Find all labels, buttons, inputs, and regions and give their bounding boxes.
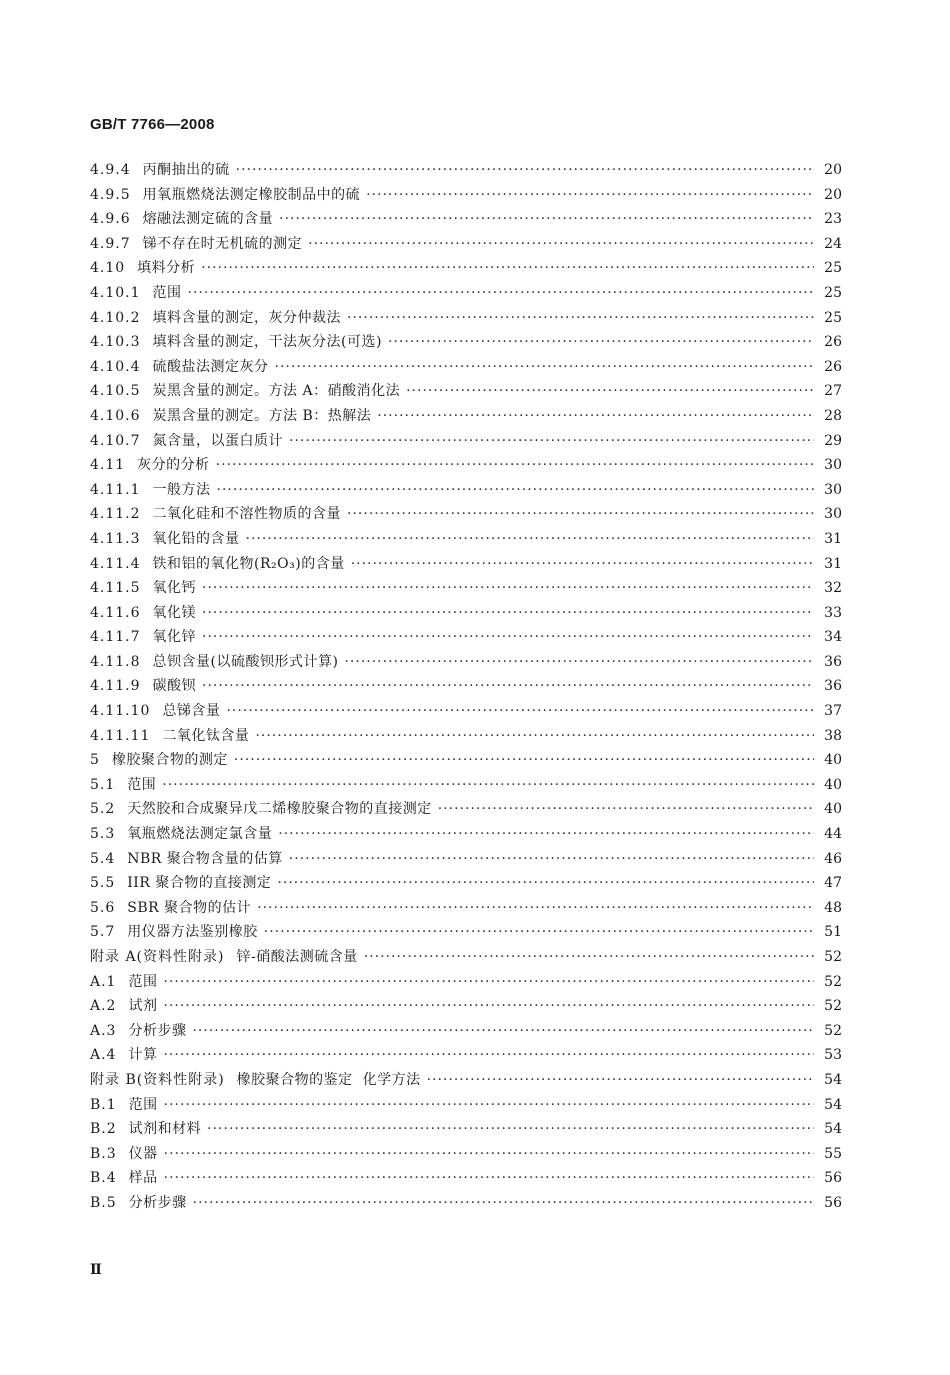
- toc-leader-dots: [207, 1117, 814, 1142]
- toc-entry-title: 计算: [128, 1047, 158, 1064]
- toc-entry-title: 样品: [128, 1170, 158, 1187]
- toc-entry-title: 碳酸钡: [152, 678, 197, 695]
- toc-entry-page: 47: [824, 875, 842, 892]
- toc-leader-dots: [308, 232, 814, 257]
- toc-entry-number: 4.10.5: [90, 383, 141, 400]
- toc-leader-dots: [275, 355, 814, 380]
- toc-entry-title: 橡胶聚合物的鉴定 化学方法: [236, 1071, 421, 1088]
- toc-entry-page: 24: [824, 235, 842, 252]
- toc-entry-title: 硫酸盐法测定灰分: [152, 358, 269, 375]
- toc-entry-number: A.3: [90, 1022, 117, 1039]
- toc-leader-dots: [234, 748, 814, 773]
- toc-entry-page: 37: [824, 703, 842, 720]
- toc-entry-page: 52: [824, 998, 842, 1015]
- toc-leader-dots: [202, 674, 814, 699]
- toc-entry-title: 灰分的分析: [137, 457, 210, 474]
- toc-entry-page: 55: [824, 1145, 842, 1162]
- toc-entry-number: 4.10.4: [90, 358, 141, 375]
- toc-entry-number: 4.10.3: [90, 334, 141, 351]
- toc-entry-title: 丙酮抽出的硫: [142, 162, 230, 178]
- toc-entry-number: B.2: [90, 1121, 117, 1138]
- toc-entry[interactable]: [90, 1093, 842, 1118]
- toc-entry-title: 总锑含量: [162, 703, 221, 720]
- toc-leader-dots: [217, 478, 814, 503]
- toc-leader-dots: [163, 970, 814, 995]
- toc-entry[interactable]: [90, 822, 842, 847]
- toc-entry-page: 40: [824, 801, 842, 818]
- toc-entry[interactable]: [90, 773, 842, 798]
- toc-entry[interactable]: [90, 183, 842, 208]
- toc-entry-number: 4.10.6: [90, 407, 141, 424]
- toc-entry-number: 4.11.5: [90, 580, 141, 597]
- toc-entry[interactable]: [90, 797, 842, 822]
- toc-entry[interactable]: [90, 355, 842, 380]
- toc-entry-number: 4.11.9: [90, 678, 141, 695]
- toc-entry-title: 总钡含量(以硫酸钡形式计算): [152, 653, 339, 670]
- toc-entry-title: 锑不存在时无机硫的测定: [142, 235, 303, 252]
- toc-entry[interactable]: [90, 1019, 842, 1044]
- toc-entry-page: 54: [824, 1071, 842, 1088]
- toc-entry-title: IIR 聚合物的直接测定: [127, 875, 272, 892]
- toc-leader-dots: [377, 404, 814, 429]
- toc-entry-page: 36: [824, 678, 842, 695]
- toc-entry-page: 40: [824, 752, 842, 769]
- toc-entry-number: 4.9.4: [90, 162, 131, 178]
- toc-entry-page: 32: [824, 580, 842, 597]
- toc-entry-title: 用氧瓶燃烧法测定橡胶制品中的硫: [142, 186, 361, 203]
- toc-entry-page: 25: [824, 309, 842, 326]
- toc-entry-page: 26: [824, 358, 842, 375]
- toc-leader-dots: [236, 158, 814, 183]
- toc-entry-number: 5.3: [90, 826, 116, 843]
- toc-entry[interactable]: [90, 1191, 842, 1216]
- toc-entry[interactable]: [90, 1142, 842, 1167]
- toc-leader-dots: [202, 576, 814, 601]
- toc-entry-number: 4.10.1: [90, 284, 141, 301]
- page-number-footer: Ⅱ: [90, 1262, 102, 1278]
- toc-leader-dots: [344, 650, 814, 675]
- toc-leader-dots: [255, 724, 814, 749]
- toc-leader-dots: [289, 847, 814, 872]
- toc-entry-number: 4.9.5: [90, 186, 131, 203]
- toc-entry[interactable]: [90, 1068, 842, 1093]
- toc-entry[interactable]: [90, 896, 842, 921]
- toc-entry-number: 5.1: [90, 776, 116, 793]
- toc-entry-number: 4.11.11: [90, 727, 151, 744]
- toc-entry-page: 34: [824, 629, 842, 646]
- toc-entry-number: B.5: [90, 1194, 117, 1211]
- toc-entry-title: 氧化锌: [152, 629, 197, 646]
- toc-entry-title: 填料含量的测定，灰分仲裁法: [152, 309, 342, 326]
- toc-entry[interactable]: [90, 601, 842, 626]
- toc-entry-number: 4.10: [90, 260, 126, 277]
- toc-leader-dots: [163, 1043, 814, 1068]
- toc-entry[interactable]: [90, 429, 842, 454]
- toc-leader-dots: [202, 601, 814, 626]
- toc-entry-title: 试剂和材料: [128, 1121, 202, 1138]
- toc-entry[interactable]: [90, 379, 842, 404]
- toc-entry-title: 范围: [152, 284, 182, 301]
- toc-leader-dots: [201, 256, 814, 281]
- toc-entry-page: 20: [824, 186, 842, 203]
- toc-entry-title: 橡胶聚合物的测定: [111, 752, 228, 769]
- toc-entry-title: 填料含量的测定，干法灰分法(可选): [152, 334, 382, 351]
- toc-entry-number: 4.9.7: [90, 235, 131, 252]
- toc-entry-page: 33: [824, 604, 842, 621]
- toc-leader-dots: [279, 207, 814, 232]
- toc-entry-number: 4.11.4: [90, 555, 141, 572]
- toc-entry-title: 氧瓶燃烧法测定氯含量: [127, 826, 273, 843]
- toc-entry-number: 5: [90, 752, 100, 769]
- toc-entry-number: 4.11.6: [90, 604, 141, 621]
- toc-entry-number: 5.6: [90, 899, 116, 916]
- toc-leader-dots: [278, 822, 814, 847]
- toc-entry[interactable]: [90, 527, 842, 552]
- toc-leader-dots: [162, 773, 814, 798]
- toc-entry[interactable]: [90, 920, 842, 945]
- toc-entry-page: 28: [824, 407, 842, 424]
- toc-entry-page: 52: [824, 973, 842, 990]
- toc-entry[interactable]: [90, 158, 842, 183]
- toc-entry[interactable]: [90, 625, 842, 650]
- toc-entry[interactable]: [90, 1043, 842, 1068]
- toc-entry-title: 二氧化硅和不溶性物质的含量: [152, 506, 342, 523]
- toc-entry-number: 4.11.10: [90, 703, 151, 720]
- toc-entry[interactable]: [90, 1166, 842, 1191]
- toc-entry-page: 51: [824, 924, 842, 941]
- toc-leader-dots: [164, 1166, 814, 1191]
- toc-entry[interactable]: [90, 748, 842, 773]
- toc-entry-number: B.4: [90, 1170, 117, 1187]
- toc-entry-number: 4.11.8: [90, 653, 141, 670]
- toc-leader-dots: [427, 1068, 814, 1093]
- toc-entry-title: 试剂: [128, 998, 158, 1015]
- toc-entry-number: A.1: [90, 973, 117, 990]
- toc-entry[interactable]: [90, 970, 842, 995]
- toc-entry-number: 4.9.6: [90, 211, 131, 228]
- toc-entry[interactable]: [90, 699, 842, 724]
- toc-leader-dots: [246, 527, 814, 552]
- toc-entry[interactable]: [90, 674, 842, 699]
- toc-entry-number: 4.11: [90, 457, 126, 474]
- toc-entry-page: 26: [824, 334, 842, 351]
- toc-entry[interactable]: [90, 232, 842, 257]
- toc-entry-page: 25: [824, 260, 842, 277]
- toc-entry-number: 5.4: [90, 850, 116, 867]
- toc-entry[interactable]: [90, 552, 842, 577]
- toc-entry-number: 4.10.7: [90, 432, 141, 449]
- toc-entry[interactable]: [90, 576, 842, 601]
- toc-leader-dots: [366, 183, 814, 208]
- toc-leader-dots: [226, 699, 814, 724]
- toc-leader-dots: [163, 994, 814, 1019]
- toc-entry-page: 36: [824, 653, 842, 670]
- toc-entry-number: 附录 B(资料性附录): [90, 1071, 225, 1088]
- toc-leader-dots: [289, 429, 814, 454]
- toc-leader-dots: [193, 1191, 814, 1216]
- toc-entry-page: 30: [824, 481, 842, 498]
- toc-entry-page: 25: [824, 284, 842, 301]
- toc-entry-title: 填料分析: [137, 260, 196, 277]
- toc-entry-title: 分析步骤: [128, 1022, 187, 1039]
- toc-entry-page: 23: [824, 211, 842, 228]
- toc-entry[interactable]: [90, 306, 842, 331]
- toc-leader-dots: [164, 1142, 814, 1167]
- toc-entry-page: 29: [824, 432, 842, 449]
- toc-entry-title: 范围: [128, 973, 158, 990]
- toc-entry-title: 氮含量，以蛋白质计: [152, 432, 284, 449]
- toc-entry-page: 31: [824, 555, 842, 572]
- toc-entry-page: 38: [824, 727, 842, 744]
- toc-entry-title: 分析步骤: [128, 1194, 187, 1211]
- toc-entry-number: 附录 A(资料性附录): [90, 949, 225, 965]
- toc-entry[interactable]: [90, 994, 842, 1019]
- toc-leader-dots: [388, 330, 814, 355]
- toc-entry-page: 46: [824, 850, 842, 867]
- toc-entry[interactable]: [90, 207, 842, 232]
- toc-entry-title: 范围: [128, 1096, 158, 1113]
- toc-entry-title: 仪器: [128, 1145, 158, 1162]
- toc-entry-number: 4.11.2: [90, 506, 141, 523]
- toc-leader-dots: [351, 552, 814, 577]
- toc-entry-page: 40: [824, 776, 842, 793]
- toc-entry-number: 5.7: [90, 924, 116, 941]
- toc-entry[interactable]: [90, 281, 842, 306]
- toc-entry-number: 5.5: [90, 875, 116, 892]
- toc-entry[interactable]: [90, 502, 842, 527]
- toc-entry-title: 氧化铅的含量: [152, 530, 240, 547]
- toc-leader-dots: [347, 306, 814, 331]
- toc-entry-number: B.3: [90, 1145, 117, 1162]
- toc-leader-dots: [277, 871, 814, 896]
- toc-entry[interactable]: [90, 256, 842, 281]
- toc-leader-dots: [438, 797, 814, 822]
- toc-entry-title: SBR 聚合物的估计: [127, 899, 252, 916]
- toc-entry-title: 炭黑含量的测定。方法 A：硝酸消化法: [152, 383, 401, 400]
- toc-entry-number: 5.2: [90, 801, 116, 818]
- toc-entry[interactable]: [90, 650, 842, 675]
- toc-entry-page: 54: [824, 1121, 842, 1138]
- toc-entry-page: 30: [824, 506, 842, 523]
- toc-entry-title: 天然胶和合成聚异戊二烯橡胶聚合物的直接测定: [127, 801, 432, 818]
- toc-leader-dots: [264, 920, 814, 945]
- toc-entry[interactable]: [90, 724, 842, 749]
- toc-entry-number: B.1: [90, 1096, 117, 1113]
- toc-entry-title: 二氧化钛含量: [162, 727, 250, 744]
- toc-leader-dots: [364, 945, 814, 970]
- toc-entry-title: 炭黑含量的测定。方法 B：热解法: [152, 407, 372, 424]
- toc-entry-title: 熔融法测定硫的含量: [142, 211, 274, 228]
- toc-entry-page: 20: [824, 162, 842, 178]
- toc-entry-page: 52: [824, 1022, 842, 1039]
- toc-entry-title: NBR 聚合物含量的估算: [127, 850, 283, 867]
- toc-entry[interactable]: [90, 478, 842, 503]
- toc-leader-dots: [216, 453, 814, 478]
- toc-leader-dots: [406, 379, 814, 404]
- toc-leader-dots: [257, 896, 814, 921]
- toc-entry-title: 氧化钙: [152, 580, 197, 597]
- toc-entry-number: 4.10.2: [90, 309, 141, 326]
- toc-entry-page: 52: [824, 949, 842, 965]
- toc-entry-title: 用仪器方法鉴别橡胶: [127, 924, 258, 941]
- toc-entry-page: 56: [824, 1170, 842, 1187]
- toc-entry[interactable]: [90, 404, 842, 429]
- toc-entry-page: 27: [824, 383, 842, 400]
- toc-entry-page: 31: [824, 530, 842, 547]
- toc-entry-page: 54: [824, 1096, 842, 1113]
- table-of-contents: [90, 158, 842, 1216]
- toc-leader-dots: [202, 625, 814, 650]
- toc-entry-number: A.2: [90, 998, 117, 1015]
- toc-entry[interactable]: [90, 871, 842, 896]
- standard-number-header: GB/T 7766—2008: [90, 116, 215, 133]
- toc-entry-number: 4.11.3: [90, 530, 141, 547]
- toc-entry[interactable]: [90, 945, 842, 970]
- toc-entry-title: 铁和铝的氧化物(R₂O₃)的含量: [152, 555, 345, 572]
- toc-entry-number: A.4: [90, 1047, 117, 1064]
- toc-entry-page: 53: [824, 1047, 842, 1064]
- toc-entry-page: 48: [824, 899, 842, 916]
- toc-entry-number: 4.11.7: [90, 629, 141, 646]
- toc-entry-title: 锌-硝酸法测硫含量: [236, 949, 358, 965]
- toc-entry-page: 30: [824, 457, 842, 474]
- toc-entry[interactable]: [90, 1117, 842, 1142]
- toc-leader-dots: [192, 1019, 814, 1044]
- toc-leader-dots: [188, 281, 814, 306]
- toc-entry-number: 4.11.1: [90, 481, 141, 498]
- toc-entry-title: 一般方法: [152, 481, 211, 498]
- toc-entry-title: 氧化镁: [152, 604, 197, 621]
- toc-entry-page: 56: [824, 1194, 842, 1211]
- toc-entry[interactable]: [90, 453, 842, 478]
- toc-entry[interactable]: [90, 330, 842, 355]
- toc-entry[interactable]: [90, 847, 842, 872]
- toc-leader-dots: [164, 1093, 814, 1118]
- toc-entry-page: 44: [824, 826, 842, 843]
- toc-entry-title: 范围: [127, 776, 157, 793]
- toc-leader-dots: [347, 502, 814, 527]
